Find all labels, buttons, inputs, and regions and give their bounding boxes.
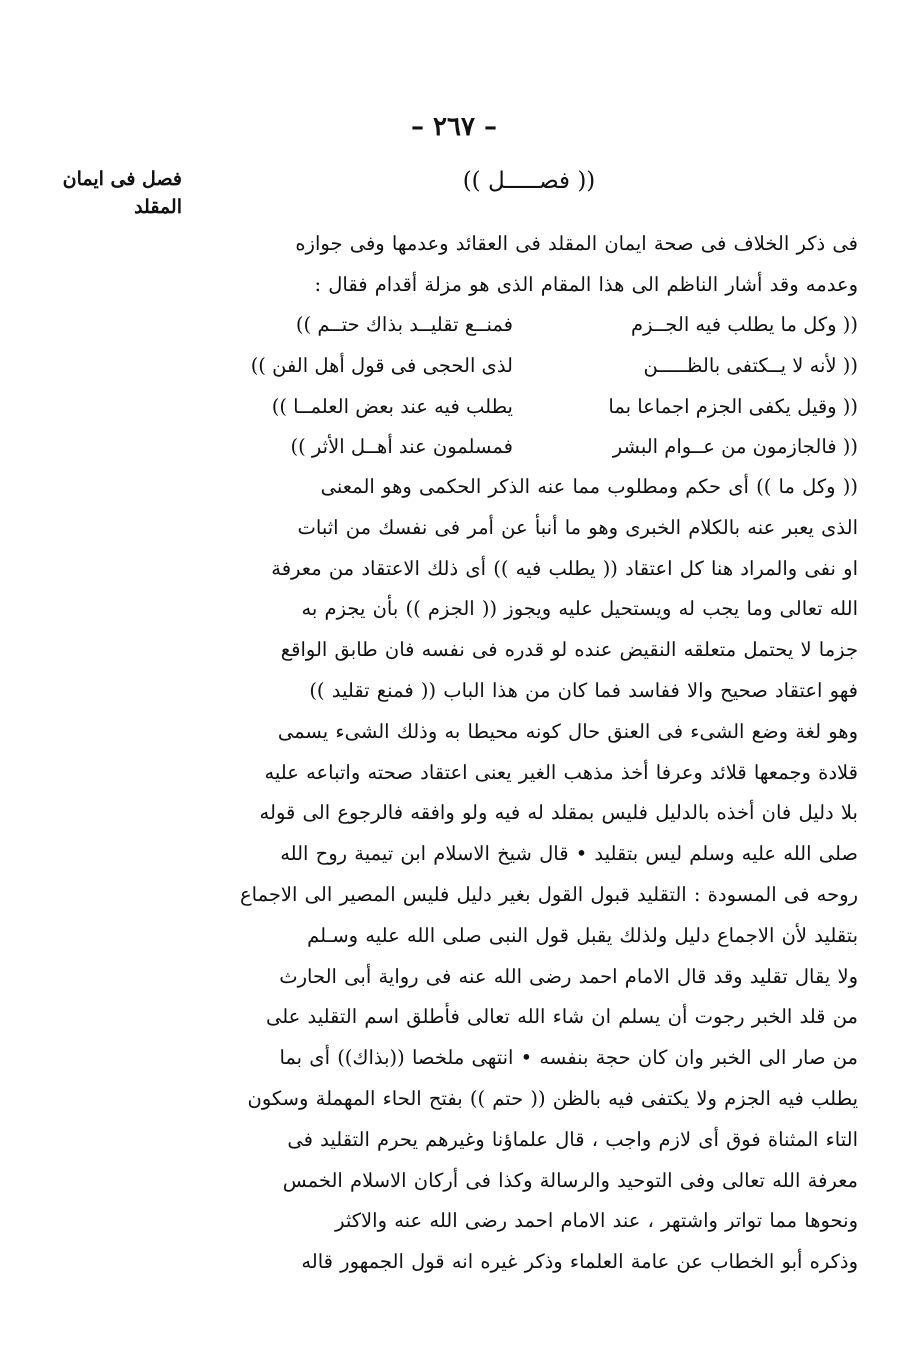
- text-line: التاء المثناة فوق أى لازم واجب ، قال علماؤنا وغيرهم يحرم التقليد فى: [287, 1127, 858, 1151]
- section-heading: (( فصـــــل )): [462, 168, 596, 194]
- commentary-paragraph: [200, 467, 858, 1283]
- text-line: (( وكل ما )) أى حكم ومطلوب مما عنه الذكر الحكمى وهو المعنى: [320, 475, 858, 498]
- text-line: قلادة وجمعها قلائد وعرفا أخذ مذهب الغير يعنى اعتقاد صحته واتباعه عليه: [264, 760, 858, 784]
- text-line: الذى يعبر عنه بالكلام الخبرى وهو ما أنبأ عن أمر فى نفسك من اثبات: [297, 515, 858, 539]
- verse: [200, 387, 858, 428]
- verse-first-hemistich: (( وقيل يكفى الجزم اجماعا بما: [608, 394, 858, 418]
- verse-second-hemistich: فمنــع تقليــد بذاك حتــم )): [295, 313, 513, 336]
- intro-paragraph: [200, 224, 858, 306]
- text-line: يطلب فيه الجزم ولا يكتفى فيه بالظن (( حتم )) بفتح الحاء المهملة وسكون: [247, 1086, 858, 1110]
- poem-verses: [200, 305, 858, 468]
- text-line: وذكره أبو الخطاب عن عامة العلماء وذكر غيره انه قول الجمهور قاله: [301, 1250, 858, 1274]
- verse-first-hemistich: (( فالجازمون من عــوام البشر: [612, 435, 858, 459]
- text-line: ولا يقال تقليد وقد قال الامام احمد رضى الله عنه فى رواية أبى الحارث: [279, 964, 858, 988]
- text-line: من صار الى الخبر وان كان حجة بنفسه • انتهى ملخصا ((بذاك)) أى بما: [279, 1046, 858, 1070]
- text-line: من قلد الخبر رجوت أن يسلم ان شاء الله تعالى فأطلق اسم التقليد على: [265, 1005, 858, 1029]
- text-line: فى ذكر الخلاف فى صحة ايمان المقلد فى العقائد وعدمها وفى جوازه: [295, 232, 858, 255]
- text-line: وعدمه وقد أشار الناظم الى هذا المقام الذى هو مزلة أقدام فقال :: [314, 272, 858, 296]
- text-line: جزما لا يحتمل متعلقه النقيض عنده لو قدره فى نفسه فان طابق الواقع: [280, 638, 858, 662]
- text-line: فهو اعتقاد صحيح والا ففاسد فما كان من هذا الباب (( فمنع تقليد )): [309, 678, 858, 702]
- page-number: – ٢٦٧ –: [410, 112, 498, 142]
- text-line: صلى الله عليه وسلم ليس بتقليد • قال شيخ الاسلام ابن تيمية روح الله: [280, 842, 858, 866]
- verse-first-hemistich: (( وكل ما يطلب فيه الجــزم: [631, 313, 858, 336]
- verse-second-hemistich: يطلب فيه عند بعض العلمــا )): [271, 394, 513, 418]
- margin-note-line: فصل فى ايمان: [62, 168, 182, 190]
- verse-second-hemistich: فمسلمون عند أهــل الأثر )): [290, 435, 513, 459]
- text-line: روحه فى المسودة : التقليد قبول القول بغير دليل فليس المصير الى الاجماع: [240, 882, 858, 906]
- margin-note: [12, 165, 182, 221]
- text-line: بتقليد لأن الاجماع دليل ولذلك يقبل قول النبى صلى الله عليه وسـلم: [307, 923, 858, 947]
- text-line: او نفى والمراد هنا كل اعتقاد (( يطلب فيه )) أى ذلك الاعتقاد من معرفة: [271, 556, 858, 580]
- text-line: بلا دليل فان أخذه بالدليل فليس بمقلد له فيه ولو وافقه فالرجوع الى قوله: [259, 801, 858, 825]
- verse: [200, 346, 858, 387]
- verse: [200, 305, 858, 346]
- verse-first-hemistich: (( لأنه لا يــكتفى بالظـــــن: [643, 353, 858, 377]
- text-line: وهو لغة وضع الشىء فى العنق حال كونه محيطا به وذلك الشىء يسمى: [277, 719, 858, 743]
- verse: [200, 427, 858, 468]
- margin-note-line: المقلد: [134, 196, 182, 218]
- text-line: الله تعالى وما يجب له ويستحيل عليه ويجوز (( الجزم )) بأن يجزم به: [301, 597, 858, 621]
- text-line: ونحوها مما تواتر واشتهر ، عند الامام احمد رضى الله عنه والاكثر: [335, 1209, 858, 1233]
- text-line: معرفة الله تعالى وفى التوحيد والرسالة وكذا فى أركان الاسلام الخمس: [282, 1168, 858, 1192]
- verse-second-hemistich: لذى الحجى فى قول أهل الفن )): [250, 353, 513, 377]
